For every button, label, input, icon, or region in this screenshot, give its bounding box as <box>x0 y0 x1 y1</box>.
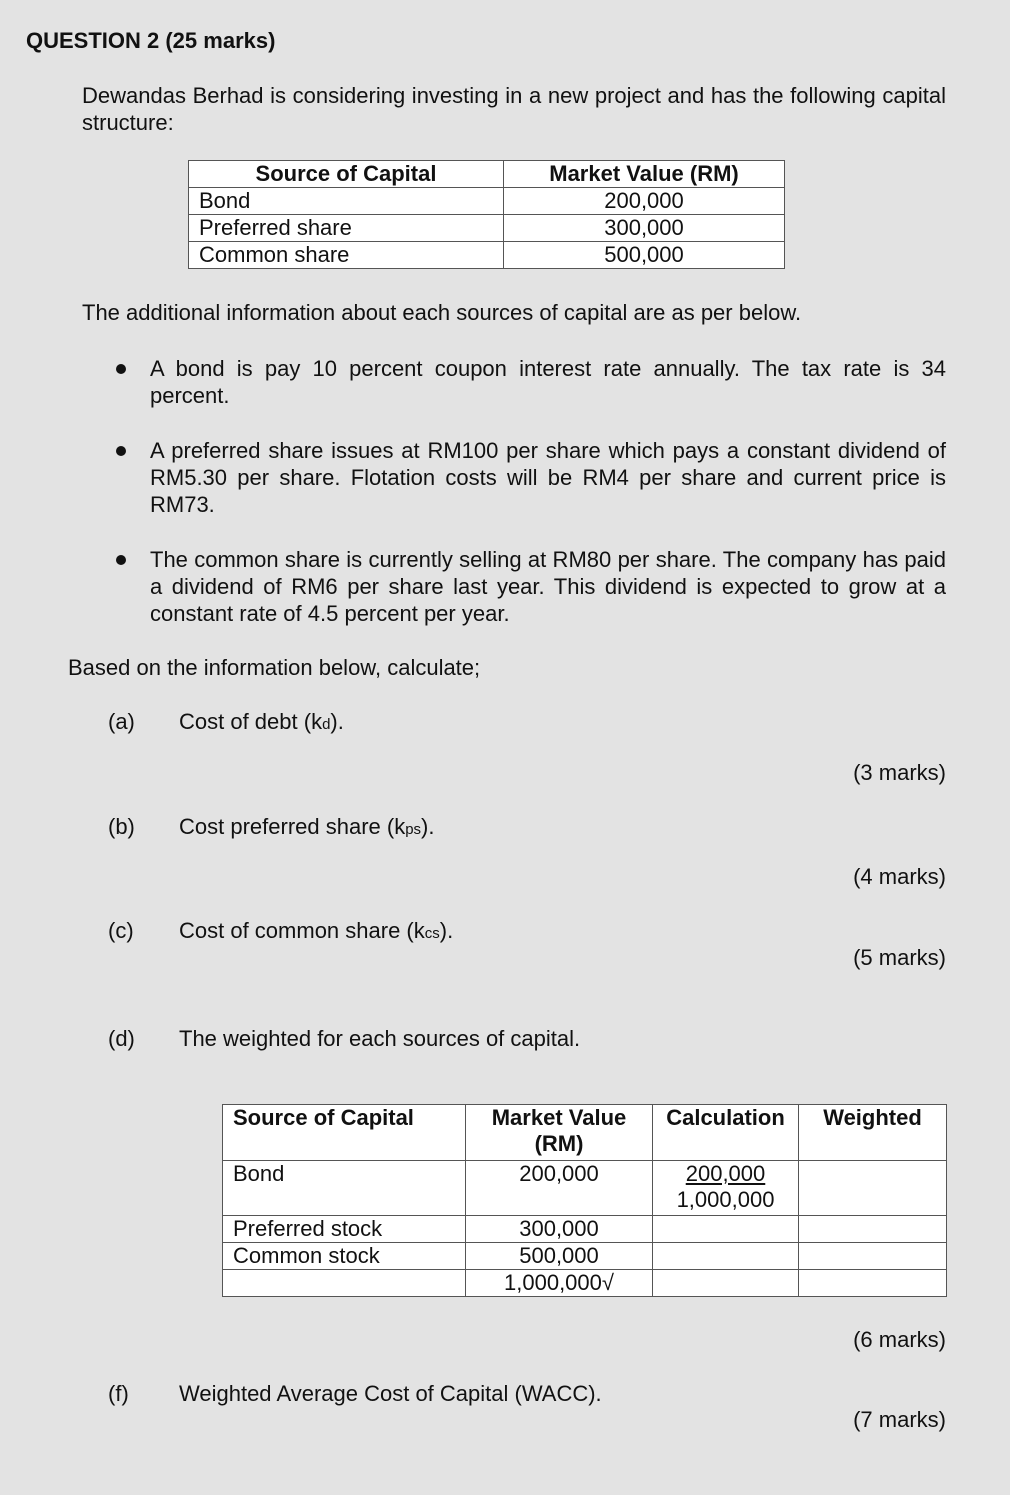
cell-value: 300,000 <box>504 215 785 242</box>
table-row <box>189 215 785 242</box>
table-row <box>189 242 785 269</box>
bullet-icon <box>116 446 126 456</box>
weighted-table <box>222 1104 947 1297</box>
cell-value: 300,000 <box>466 1216 653 1243</box>
bullet-bond: A bond is pay 10 percent coupon interest rate annually. The tax rate is 34 percent. <box>150 356 946 408</box>
cell-total: 1,000,000√ <box>466 1270 653 1297</box>
cell-source <box>223 1270 466 1297</box>
cell-value: 200,000 <box>504 188 785 215</box>
cell-weighted <box>799 1270 947 1297</box>
question-title: QUESTION 2 (25 marks) <box>26 28 276 53</box>
cell-weighted <box>799 1216 947 1243</box>
cell-source: Bond <box>223 1161 466 1216</box>
table-row-total <box>223 1270 947 1297</box>
part-a-text: Cost of debt (kd). <box>179 709 344 734</box>
table-row <box>223 1161 947 1216</box>
header-market-value: Market Value (RM) <box>466 1105 653 1161</box>
cell-source: Preferred stock <box>223 1216 466 1243</box>
cell-source: Common stock <box>223 1243 466 1270</box>
additional-info: The additional information about each sources of capital are as per below. <box>82 300 802 325</box>
table-row <box>223 1243 947 1270</box>
intro-paragraph: Dewandas Berhad is considering investing in a new project and has the following capital structure: <box>82 83 946 135</box>
header-source: Source of Capital <box>223 1105 466 1161</box>
part-b-marks: (4 marks) <box>853 864 946 889</box>
capital-structure-table <box>188 160 785 269</box>
calc-denominator: 1,000,000 <box>676 1187 775 1212</box>
part-d-text: The weighted for each sources of capital. <box>179 1026 581 1051</box>
table-header-row <box>223 1105 947 1161</box>
bullet-common: The common share is currently selling at RM80 per share. The company has paid a dividend of RM6 per share last year. This dividend is expected to grow at a constant rate of 4.5 percent per year. <box>150 547 946 626</box>
part-d-marks: (6 marks) <box>853 1327 946 1352</box>
header-weighted: Weighted <box>799 1105 947 1161</box>
part-c-label: (c) <box>108 918 134 943</box>
cell-weighted <box>799 1243 947 1270</box>
cell-weighted <box>799 1161 947 1216</box>
table-row <box>189 188 785 215</box>
bullet-icon <box>116 364 126 374</box>
cell-value: 500,000 <box>466 1243 653 1270</box>
header-source: Source of Capital <box>189 161 504 188</box>
instruction: Based on the information below, calculate; <box>68 655 481 680</box>
cell-calculation <box>653 1216 799 1243</box>
part-a-label: (a) <box>108 709 135 734</box>
header-calculation: Calculation <box>653 1105 799 1161</box>
cell-calculation <box>653 1161 799 1216</box>
cell-calculation <box>653 1243 799 1270</box>
part-f-text: Weighted Average Cost of Capital (WACC). <box>179 1381 602 1406</box>
part-f-marks: (7 marks) <box>853 1407 946 1432</box>
part-a-marks: (3 marks) <box>853 760 946 785</box>
part-d-label: (d) <box>108 1026 135 1051</box>
cell-source: Common share <box>189 242 504 269</box>
cell-source: Bond <box>189 188 504 215</box>
bullet-icon <box>116 555 126 565</box>
part-b-label: (b) <box>108 814 135 839</box>
part-c-marks: (5 marks) <box>853 945 946 970</box>
cell-value: 500,000 <box>504 242 785 269</box>
part-c-text: Cost of common share (kcs). <box>179 918 454 943</box>
calc-numerator: 200,000 <box>685 1161 766 1186</box>
table-row <box>223 1216 947 1243</box>
part-b-text: Cost preferred share (kps). <box>179 814 435 839</box>
cell-source: Preferred share <box>189 215 504 242</box>
cell-calculation <box>653 1270 799 1297</box>
table-header-row <box>189 161 785 188</box>
cell-value: 200,000 <box>466 1161 653 1216</box>
header-market-value: Market Value (RM) <box>504 161 785 188</box>
check-mark-icon: √ <box>601 1270 614 1295</box>
bullet-preferred: A preferred share issues at RM100 per share which pays a constant dividend of RM5.30 per share. Flotation costs will be RM4 per share and current price is RM73. <box>150 438 946 517</box>
part-f-label: (f) <box>108 1381 129 1406</box>
